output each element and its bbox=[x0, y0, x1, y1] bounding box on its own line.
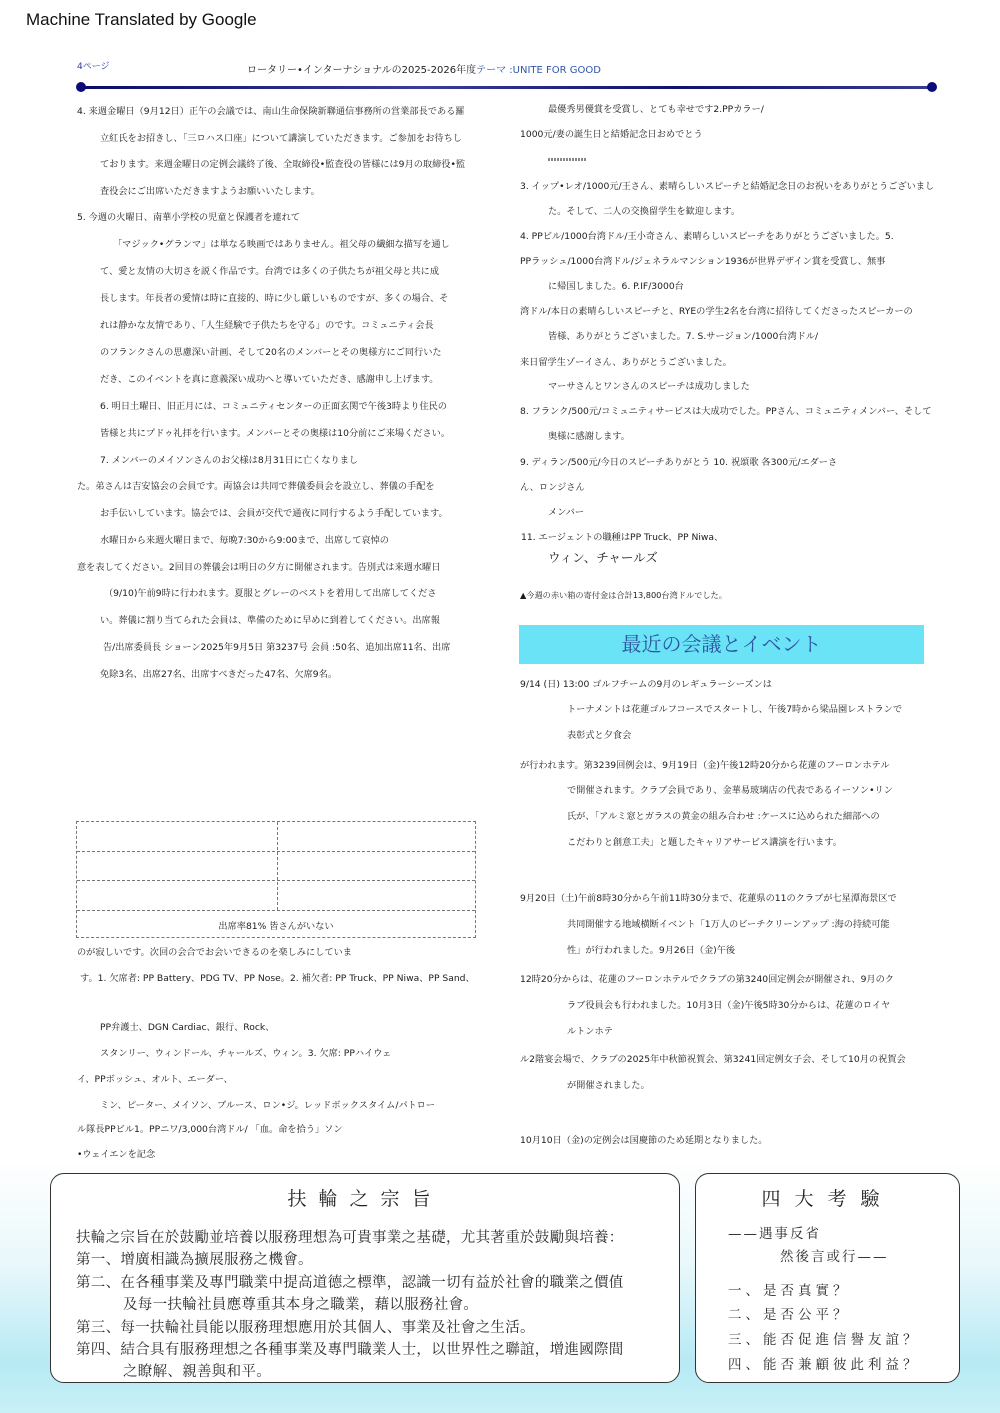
text-line: •ウェイエンを記念 bbox=[77, 1149, 156, 1160]
text-line: ミン、ピーター、メイソン、ブルース、ロン•ジ。レッドボックスタイム/パトロー bbox=[100, 1100, 436, 1111]
four-way-test-title: 四大考驗 bbox=[761, 1188, 894, 1210]
object-line: 第一、增廣相識為擴展服務之機會。 bbox=[76, 1252, 313, 1268]
text-line: 査役会にご出席いただきますようお願いいたします。 bbox=[100, 186, 320, 197]
object-line: 扶輪之宗旨在於鼓勵並培養以服務理想為可貴事業之基礎，尤其著重於鼓勵與培養： bbox=[76, 1230, 624, 1246]
rule-dot-left-icon bbox=[76, 82, 86, 92]
text-line: 長します。年長者の愛情は時に直接的、時に少し厳しいものですが、多くの場合、そ bbox=[100, 293, 449, 304]
object-line: 第二、在各種事業及專門職業中提高道德之標準，認識一切有益於社會的職業之價值 bbox=[76, 1275, 624, 1291]
event-line: トーナメントは花蓮ゴルフコースでスタートし、午後7時から梁品園レストランで bbox=[567, 704, 903, 715]
donation-note: ▲今週の赤い箱の寄付金は合計13,800台湾ドルでした。 bbox=[520, 590, 727, 600]
rule-dot-right-icon bbox=[927, 82, 937, 92]
text-line: ル隊長PPビル1。PPニワ/3,000台湾ドル/ 「血。命を拾う」ソン bbox=[77, 1124, 343, 1135]
page-number: 4ページ bbox=[77, 62, 110, 72]
text-line: イ、PPボッシュ、オルト、エーダー、 bbox=[77, 1074, 233, 1085]
text-line: 告/出席委員長 ショーン2025年9月5日 第3237号 会員 :50名、追加出席11名、出席 bbox=[103, 642, 451, 653]
event-line: 10月10日（金)の定例会は国慶節のため延期となりました。 bbox=[520, 1135, 768, 1146]
text-line: 5. 今週の火曜日、南華小学校の児童と保護者を連れて bbox=[77, 212, 300, 223]
text-line: 4. 来週金曜日（9月12日）正午の会議では、南山生命保険新聯通信事務所の営業部長である羅 bbox=[77, 106, 465, 117]
header-rule bbox=[80, 86, 932, 89]
four-way-test-item: 三、能否促進信譽友誼？ bbox=[728, 1332, 921, 1348]
event-line: ルトンホテ bbox=[567, 1026, 613, 1037]
attendance-caption: 出席率81% 皆さんがいない bbox=[218, 921, 334, 932]
object-line: 及每一扶輪社員應尊重其本身之職業，藉以服務社會。 bbox=[123, 1297, 479, 1313]
text-line: のが寂しいです。次回の会合でお会いできるのを楽しみにしていま bbox=[77, 947, 352, 958]
event-line: が開催されました。 bbox=[567, 1080, 650, 1091]
four-way-test-subtitle: 然後言或行—— bbox=[780, 1249, 889, 1265]
text-line: ウィン、チャールズ bbox=[548, 550, 658, 565]
text-line: 8. フランク/500元/コミュニティサービスは大成功でした。PPさん、コミュニティメンバー、そして bbox=[520, 406, 932, 417]
object-of-rotary-title: 扶輪之宗旨 bbox=[287, 1188, 443, 1210]
event-line: 12時20分からは、花蓮のフーロンホテルでクラブの第3240回定例会が開催され、9月のク bbox=[520, 974, 894, 985]
event-line: こだわりと創意工夫」と題したキャリアサービス講演を行います。 bbox=[567, 837, 842, 848]
text-line: ております。来週金曜日の定例会議終了後、全取締役•監査役の皆様には9月の取締役•監 bbox=[100, 159, 466, 170]
event-line: ル2階宴会場で、クラブの2025年中秋節祝賀会、第3241回定例女子会、そして10月の祝賀会 bbox=[520, 1054, 906, 1065]
text-line: 7. メンバーのメイソンさんのお父様は8月31日に亡くなりまし bbox=[100, 455, 359, 466]
table-divider bbox=[77, 880, 475, 881]
event-line: 共同開催する地域横断イベント「1万人のビーチクリーンアップ :海の持続可能 bbox=[567, 919, 890, 930]
text-line: （9/10)午前9時に行われます。夏服とグレーのベストを着用して出席してくださ bbox=[104, 588, 437, 599]
four-way-test-item: 一、是否真實？ bbox=[728, 1283, 851, 1299]
theme-accent: テーマ :UNITE FOR GOOD bbox=[476, 65, 601, 76]
table-divider bbox=[277, 822, 278, 910]
text-line: 最優秀男優賞を受賞し、とても幸せです2.PPカラー/ bbox=[548, 104, 764, 115]
text-line: マーサさんとワンさんのスピーチは成功しました bbox=[548, 381, 750, 392]
text-line: 9. ディラン/500元/今日のスピーチありがとう 10. 祝頌歌 各300元/エダーさ bbox=[520, 457, 838, 468]
text-line: に帰国しました。6. P.IF/3000台 bbox=[548, 281, 684, 292]
text-line: 6. 明日土曜日、旧正月には、コミュニティセンターの正面玄関で午後3時より住民の bbox=[100, 401, 447, 412]
event-line: で開催されます。クラブ会員であり、金華易玻璃店の代表であるイーソン•リン bbox=[567, 785, 893, 796]
text-line: 水曜日から来週火曜日まで、毎晩7:30から9:00まで、出席して哀悼の bbox=[100, 535, 389, 546]
text-line: 奥様に感謝します。 bbox=[548, 431, 630, 442]
text-line: お手伝いしています。協会では、会員が交代で通夜に同行するよう手配しています。 bbox=[100, 508, 448, 519]
object-line: 第三、每一扶輪社員能以服務理想應用於其個人、事業及社會之生活。 bbox=[76, 1320, 535, 1336]
text-line: 「マジック•グランマ」は単なる映画ではありません。祖父母の繊細な描写を通し bbox=[113, 239, 450, 250]
four-way-test-item: 二、是否公平？ bbox=[728, 1307, 851, 1323]
four-way-test-box bbox=[695, 1173, 960, 1383]
text-line: PP弁護士、DGN Cardiac、銀行、Rock、 bbox=[100, 1022, 275, 1033]
text-line: す。1. 欠席者: PP Battery、PDG TV、PP Nose。2. 補欠者: PP Truck、PP Niwa、PP Sand、 bbox=[80, 973, 475, 984]
text-line: だき、このイベントを真に意義深い成功へと導いていただき、感謝申し上げます。 bbox=[100, 374, 439, 385]
text-line: た。弟さんは吉安協会の会員です。両協会は共同で葬儀委員会を設立し、葬儀の手配を bbox=[77, 481, 435, 492]
text-line: い。葬儀に割り当てられた会員は、準備のために早めに到着してください。出席報 bbox=[100, 615, 440, 626]
four-way-test-item: 四、能否兼顧彼此利益？ bbox=[728, 1357, 921, 1373]
text-line: れは静かな友情であり、「人生経験で子供たちを守る」のです。コミュニティ会長 bbox=[100, 320, 434, 331]
table-divider bbox=[77, 910, 475, 911]
text-line: ん、ロンジさん bbox=[520, 482, 585, 493]
text-line: 来日留学生ゾーイさん、ありがとうございました。 bbox=[520, 357, 732, 368]
text-line: て、愛と友情の大切さを説く作品です。台湾では多くの子供たちが祖父母と共に成 bbox=[100, 266, 440, 277]
text-line: 立紅氏をお招きし、「三ロハス口座」について講演していただきます。ご参加をお待ちし bbox=[100, 133, 462, 144]
text-line: 皆様と共にプドゥ礼拝を行います。メンバーとその奥様は10分前にご来場ください。 bbox=[100, 428, 451, 439]
text-line: 湾ドル/本日の素晴らしいスピーチと、RYEの学生2名を台湾に招待してくださったスピーカーの bbox=[520, 306, 913, 317]
section-title-banner: 最近の会議とイベント bbox=[519, 625, 924, 664]
event-line: 表彰式と夕食会 bbox=[567, 730, 632, 741]
machine-translated-watermark: Machine Translated by Google bbox=[26, 10, 257, 29]
event-line: 9/14 (日) 13:00 ゴルフチームの9月のレギュラーシーズンは bbox=[520, 679, 772, 690]
object-line: 第四、結合具有服務理想之各種事業及專門職業人士，以世界性之聯誼，增進國際間 bbox=[76, 1342, 624, 1358]
event-line: が行われます。第3239回例会は、9月19日（金)午後12時20分から花蓮のフーロンホテル bbox=[520, 760, 890, 771]
event-line: 性」が行われました。9月26日（金)午後 bbox=[567, 945, 736, 956]
text-line: メンバー bbox=[548, 507, 585, 518]
text-line: 皆様、ありがとうございました。7. S.サージョン/1000台湾ドル/ bbox=[548, 331, 819, 342]
text-line: PPラッシュ/1000台湾ドル/ジェネラルマンション1936が世界デザイン賞を受賞し、無事 bbox=[520, 256, 886, 267]
event-line: ラブ役員会も行われました。10月3日（金)午後5時30分からは、花蓮のロイヤ bbox=[567, 1000, 891, 1011]
text-line: 3. イップ•レオ/1000元/王さん、素晴らしいスピーチと結婚記念日のお祝いをありがとうございまし bbox=[520, 181, 935, 192]
event-line: 9月20日（土)午前8時30分から午前11時30分まで、花蓮県の11のクラブが七星潭海景区で bbox=[520, 893, 897, 904]
text-line: 免除3名、出席27名、出席すべきだった47名、欠席9名。 bbox=[100, 669, 338, 680]
text-line: 11. エージェントの職種はPP Truck、PP Niwa、 bbox=[521, 532, 724, 543]
theme-prefix: ロータリー•インターナショナルの2025-2026年度 bbox=[247, 65, 477, 76]
object-line: 之瞭解、親善與和平。 bbox=[123, 1364, 271, 1380]
text-line: のフランクさんの思慮深い計画、そして20名のメンバーとその奥様方にご同行いた bbox=[100, 347, 442, 358]
text-line: た。そして、二人の交換留学生を歓迎します。 bbox=[548, 206, 741, 217]
attendance-table bbox=[76, 821, 476, 938]
text-line: 1000元/妻の誕生日と結婚記念日おめでとう bbox=[520, 129, 703, 140]
theme-header bbox=[247, 61, 601, 76]
text-line: 4. PPビル/1000台湾ドル/王小奇さん、素晴らしいスピーチをありがとうございました。5. bbox=[520, 231, 894, 242]
text-line: 意を表してください。2回目の葬儀会は明日の夕方に開催されます。告別式は来週水曜日 bbox=[77, 562, 441, 573]
object-of-rotary-box bbox=[50, 1173, 680, 1383]
four-way-test-subtitle: ——遇事反省 bbox=[728, 1226, 821, 1242]
text-line: スタンリー、ウィンドール、チャールズ、ウィン。3. 欠席: PPハイウェ bbox=[100, 1048, 392, 1059]
event-line: 氏が、「アルミ窓とガラスの黄金の組み合わせ :ケースに込められた細部への bbox=[567, 811, 880, 822]
table-divider bbox=[77, 851, 475, 852]
illegible-small-text bbox=[548, 158, 586, 161]
